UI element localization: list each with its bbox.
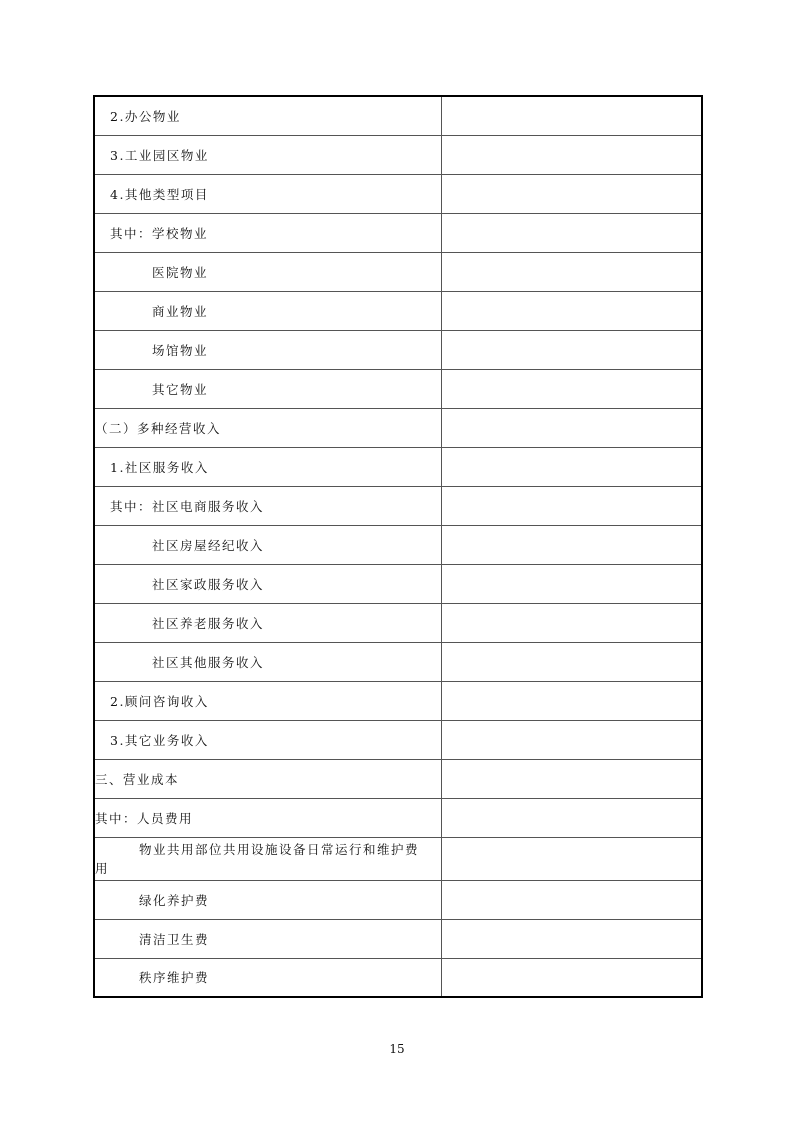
row-label: 其它物业 bbox=[152, 381, 209, 397]
table-row bbox=[94, 447, 702, 486]
table-row bbox=[94, 330, 702, 369]
row-label: 清洁卫生费 bbox=[139, 931, 210, 947]
table-row bbox=[94, 564, 702, 603]
table-row bbox=[94, 603, 702, 642]
row-label: 商业物业 bbox=[152, 303, 209, 319]
row-label-cell bbox=[94, 525, 441, 564]
row-label-cell bbox=[94, 958, 441, 997]
row-label-cell bbox=[94, 919, 441, 958]
row-value-cell[interactable] bbox=[441, 135, 702, 174]
table-row bbox=[94, 174, 702, 213]
row-value-cell[interactable] bbox=[441, 880, 702, 919]
table-row bbox=[94, 919, 702, 958]
row-value-cell[interactable] bbox=[441, 798, 702, 837]
table-row bbox=[94, 798, 702, 837]
row-label: 4.其他类型项目 bbox=[110, 186, 209, 202]
row-label-cell bbox=[94, 447, 441, 486]
row-value-cell[interactable] bbox=[441, 486, 702, 525]
table-row bbox=[94, 213, 702, 252]
row-label: 物业共用部位共用设施设备日常运行和维护费用 bbox=[95, 841, 420, 876]
row-value-cell[interactable] bbox=[441, 720, 702, 759]
table-row bbox=[94, 135, 702, 174]
row-value-cell[interactable] bbox=[441, 603, 702, 642]
row-label: 3.工业园区物业 bbox=[110, 147, 209, 163]
table-row bbox=[94, 486, 702, 525]
row-label: 医院物业 bbox=[152, 264, 209, 280]
row-value-cell[interactable] bbox=[441, 174, 702, 213]
row-label-cell bbox=[94, 135, 441, 174]
row-label-cell bbox=[94, 603, 441, 642]
row-label-cell bbox=[94, 720, 441, 759]
row-label: 社区房屋经纪收入 bbox=[152, 537, 265, 553]
row-value-cell[interactable] bbox=[441, 447, 702, 486]
table-row bbox=[94, 880, 702, 919]
table-row bbox=[94, 720, 702, 759]
revenue-cost-table bbox=[93, 95, 703, 998]
row-label-cell bbox=[94, 213, 441, 252]
row-value-cell[interactable] bbox=[441, 369, 702, 408]
row-value-cell[interactable] bbox=[441, 330, 702, 369]
row-value-cell[interactable] bbox=[441, 759, 702, 798]
row-label: 绿化养护费 bbox=[139, 892, 210, 908]
row-label-cell bbox=[94, 759, 441, 798]
row-label: 2.办公物业 bbox=[110, 108, 181, 124]
table-row bbox=[94, 759, 702, 798]
row-label: 社区养老服务收入 bbox=[152, 615, 265, 631]
row-value-cell[interactable] bbox=[441, 919, 702, 958]
row-label-cell bbox=[94, 798, 441, 837]
table-row bbox=[94, 291, 702, 330]
table-row bbox=[94, 958, 702, 997]
row-label: 其中：学校物业 bbox=[110, 225, 209, 241]
row-label: 社区家政服务收入 bbox=[152, 576, 265, 592]
row-label-cell bbox=[94, 174, 441, 213]
row-label: 3.其它业务收入 bbox=[110, 732, 209, 748]
row-label-cell bbox=[94, 880, 441, 919]
table-row bbox=[94, 837, 702, 880]
row-label-cell bbox=[94, 252, 441, 291]
row-label: （二）多种经营收入 bbox=[95, 420, 222, 436]
table-body bbox=[94, 96, 702, 997]
row-label-cell bbox=[94, 486, 441, 525]
row-label: 社区其他服务收入 bbox=[152, 654, 265, 670]
row-value-cell[interactable] bbox=[441, 408, 702, 447]
row-label-cell bbox=[94, 330, 441, 369]
table-row bbox=[94, 252, 702, 291]
table-row bbox=[94, 642, 702, 681]
row-value-cell[interactable] bbox=[441, 564, 702, 603]
row-label-cell bbox=[94, 291, 441, 330]
row-value-cell[interactable] bbox=[441, 525, 702, 564]
row-label: 场馆物业 bbox=[152, 342, 209, 358]
row-label-cell bbox=[94, 408, 441, 447]
row-label-cell bbox=[94, 642, 441, 681]
row-value-cell[interactable] bbox=[441, 837, 702, 880]
row-label: 1.社区服务收入 bbox=[110, 459, 209, 475]
row-value-cell[interactable] bbox=[441, 642, 702, 681]
row-value-cell[interactable] bbox=[441, 252, 702, 291]
table-row bbox=[94, 96, 702, 135]
row-value-cell[interactable] bbox=[441, 291, 702, 330]
table-row bbox=[94, 525, 702, 564]
row-label-cell bbox=[94, 96, 441, 135]
row-label-cell bbox=[94, 681, 441, 720]
row-value-cell[interactable] bbox=[441, 96, 702, 135]
row-label-cell bbox=[94, 837, 441, 880]
table-row bbox=[94, 681, 702, 720]
page-number: 15 bbox=[389, 1042, 405, 1056]
table-row bbox=[94, 408, 702, 447]
row-value-cell[interactable] bbox=[441, 958, 702, 997]
table-row bbox=[94, 369, 702, 408]
row-value-cell[interactable] bbox=[441, 681, 702, 720]
row-label: 2.顾问咨询收入 bbox=[110, 693, 209, 709]
row-label-cell bbox=[94, 564, 441, 603]
row-label: 三、营业成本 bbox=[95, 771, 180, 787]
row-label: 秩序维护费 bbox=[139, 970, 210, 986]
row-label: 其中：社区电商服务收入 bbox=[110, 498, 265, 514]
row-value-cell[interactable] bbox=[441, 213, 702, 252]
row-label: 其中：人员费用 bbox=[95, 810, 194, 826]
row-label-cell bbox=[94, 369, 441, 408]
